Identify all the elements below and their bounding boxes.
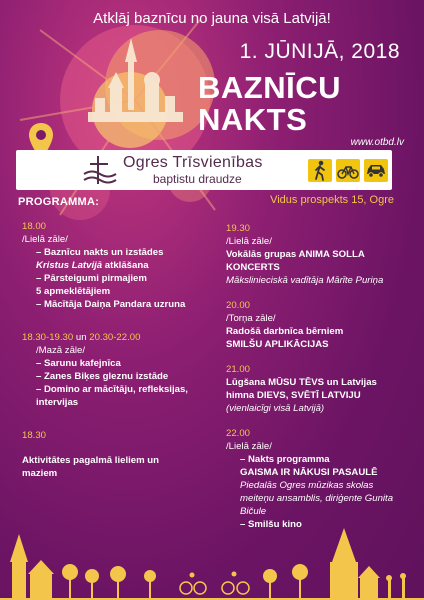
program-item: maziem (22, 468, 58, 479)
walking-person-icon (308, 159, 332, 182)
program-item: Vokālās grupas ANIMA SOLLA (226, 249, 365, 260)
program-item: 5 apmeklētājiem (36, 286, 111, 297)
program-item: – Baznīcu nakts un izstādes (36, 247, 164, 258)
program-item: Aktivitātes pagalmā lieliem un (22, 455, 160, 466)
program-item: – Zanes Biķes gleznu izstāde (36, 371, 169, 382)
town-skyline-illustration (0, 520, 424, 600)
bicycle-icon (336, 159, 360, 182)
program-note: meiteņu ansamblis, diriģente Gunita (240, 493, 394, 504)
venue-label: /Lielā zāle/ (226, 441, 272, 452)
program-item: – Domino ar mācītāju, refleksijas, (36, 384, 188, 395)
time-label: 18.30-19.30 un 20.30-22.00 (22, 332, 141, 343)
venue-label: /Lielā zāle/ (22, 234, 68, 245)
program-note: Bičule (240, 506, 267, 517)
website-link[interactable]: www.otbd.lv (350, 137, 404, 148)
program-item: GAISMA IR NĀKUSI PASAULĒ (240, 467, 378, 478)
time-label: 22.00 (226, 428, 251, 439)
event-title-line1: BAZNĪCU (198, 70, 341, 105)
church-cross-logo-icon (82, 154, 120, 186)
program-item: – Mācītāja Daiņa Pandara uzruna (36, 299, 186, 310)
church-banner (16, 150, 392, 190)
program-item: intervijas (36, 397, 79, 408)
program-item: KONCERTS (226, 262, 280, 273)
program-item: – Sarunu kafejnīca (36, 358, 121, 369)
program-note: (vienlaicīgi visā Latvijā) (226, 403, 325, 414)
time-label: 18.00 (22, 221, 47, 232)
venue-label: /Lielā zāle/ (226, 236, 272, 247)
slogan: Atklāj baznīcu no jauna visā Latvijā! (93, 10, 331, 27)
program-left-column (22, 220, 212, 480)
program-item: – Pārsteigumi pirmajiem (36, 273, 147, 284)
time-label: 18.30 (22, 430, 47, 441)
program-note: Mākslinieciskā vadītāja Mārīte Puriņa (226, 275, 384, 286)
program-item: Lūgšana MŪSU TĒVS un Latvijas (226, 377, 377, 388)
program-item: Radošā darbnīca bērniem (226, 326, 344, 337)
time-label: 20.00 (226, 300, 251, 311)
program-item: SMILŠU APLIKĀCIJAS (226, 339, 329, 350)
venue-label: /Torņa zāle/ (226, 313, 276, 324)
event-address: Vidus prospekts 15, Ogre (270, 194, 394, 206)
time-label: 19.30 (226, 223, 251, 234)
church-name-line1: Ogres Trīsvienības (123, 154, 263, 171)
church-name-line2: baptistu draudze (153, 172, 242, 186)
venue-label: /Mazā zāle/ (36, 345, 86, 356)
program-note: Piedalās Ogres mūzikas skolas (240, 480, 374, 491)
event-title-line2: NAKTS (198, 102, 308, 137)
program-item: – Nakts programma (240, 454, 330, 465)
program-item: himna DIEVS, SVĒTĪ LATVIJU (226, 390, 361, 401)
event-date: 1. JŪNIJĀ, 2018 (239, 40, 400, 63)
program-item: Kristus Latvijā atklāšana (36, 260, 149, 271)
program-right-column (226, 222, 416, 531)
car-icon (364, 159, 388, 182)
time-label: 21.00 (226, 364, 251, 375)
program-item: – Smilšu kino (240, 519, 302, 530)
exhibition-title: Kristus Latvijā (36, 260, 103, 271)
program-heading: PROGRAMMA: (18, 196, 100, 208)
